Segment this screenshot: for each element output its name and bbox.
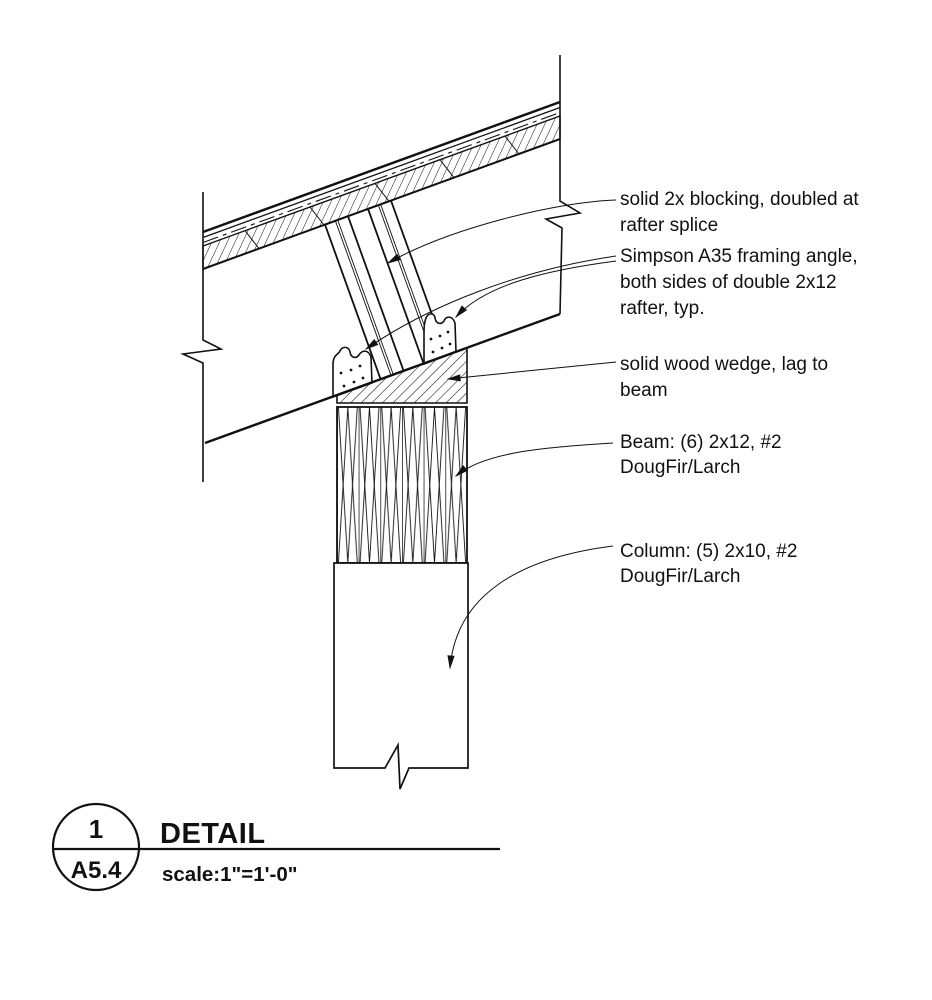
annotation-wedge: solid wood wedge, lag to beam <box>620 354 829 401</box>
column-section <box>334 563 468 789</box>
leader-beam <box>456 443 613 476</box>
detail-scale-label: scale:1"=1'-0" <box>162 863 298 886</box>
detail-title-label: DETAIL <box>160 818 266 850</box>
annotation-blocking: solid 2x blocking, doubled at rafter splice <box>620 189 859 236</box>
cut-line-right <box>546 55 580 314</box>
beam-section <box>337 407 467 563</box>
leader-blocking <box>388 200 616 263</box>
sheet-number-label: A5.4 <box>70 857 122 884</box>
annotation-column: Column: (5) 2x10, #2 DougFir/Larch <box>620 541 798 587</box>
leader-a35-right <box>456 261 616 317</box>
annotation-framing-angle: Simpson A35 framing angle, both sides of double 2x12 rafter, typ. <box>620 246 858 319</box>
detail-number-label: 1 <box>88 814 104 844</box>
leader-wedge <box>448 362 616 379</box>
detail-callout <box>53 804 500 890</box>
leader-column <box>450 546 613 668</box>
annotation-beam: Beam: (6) 2x12, #2 DougFir/Larch <box>620 432 782 478</box>
